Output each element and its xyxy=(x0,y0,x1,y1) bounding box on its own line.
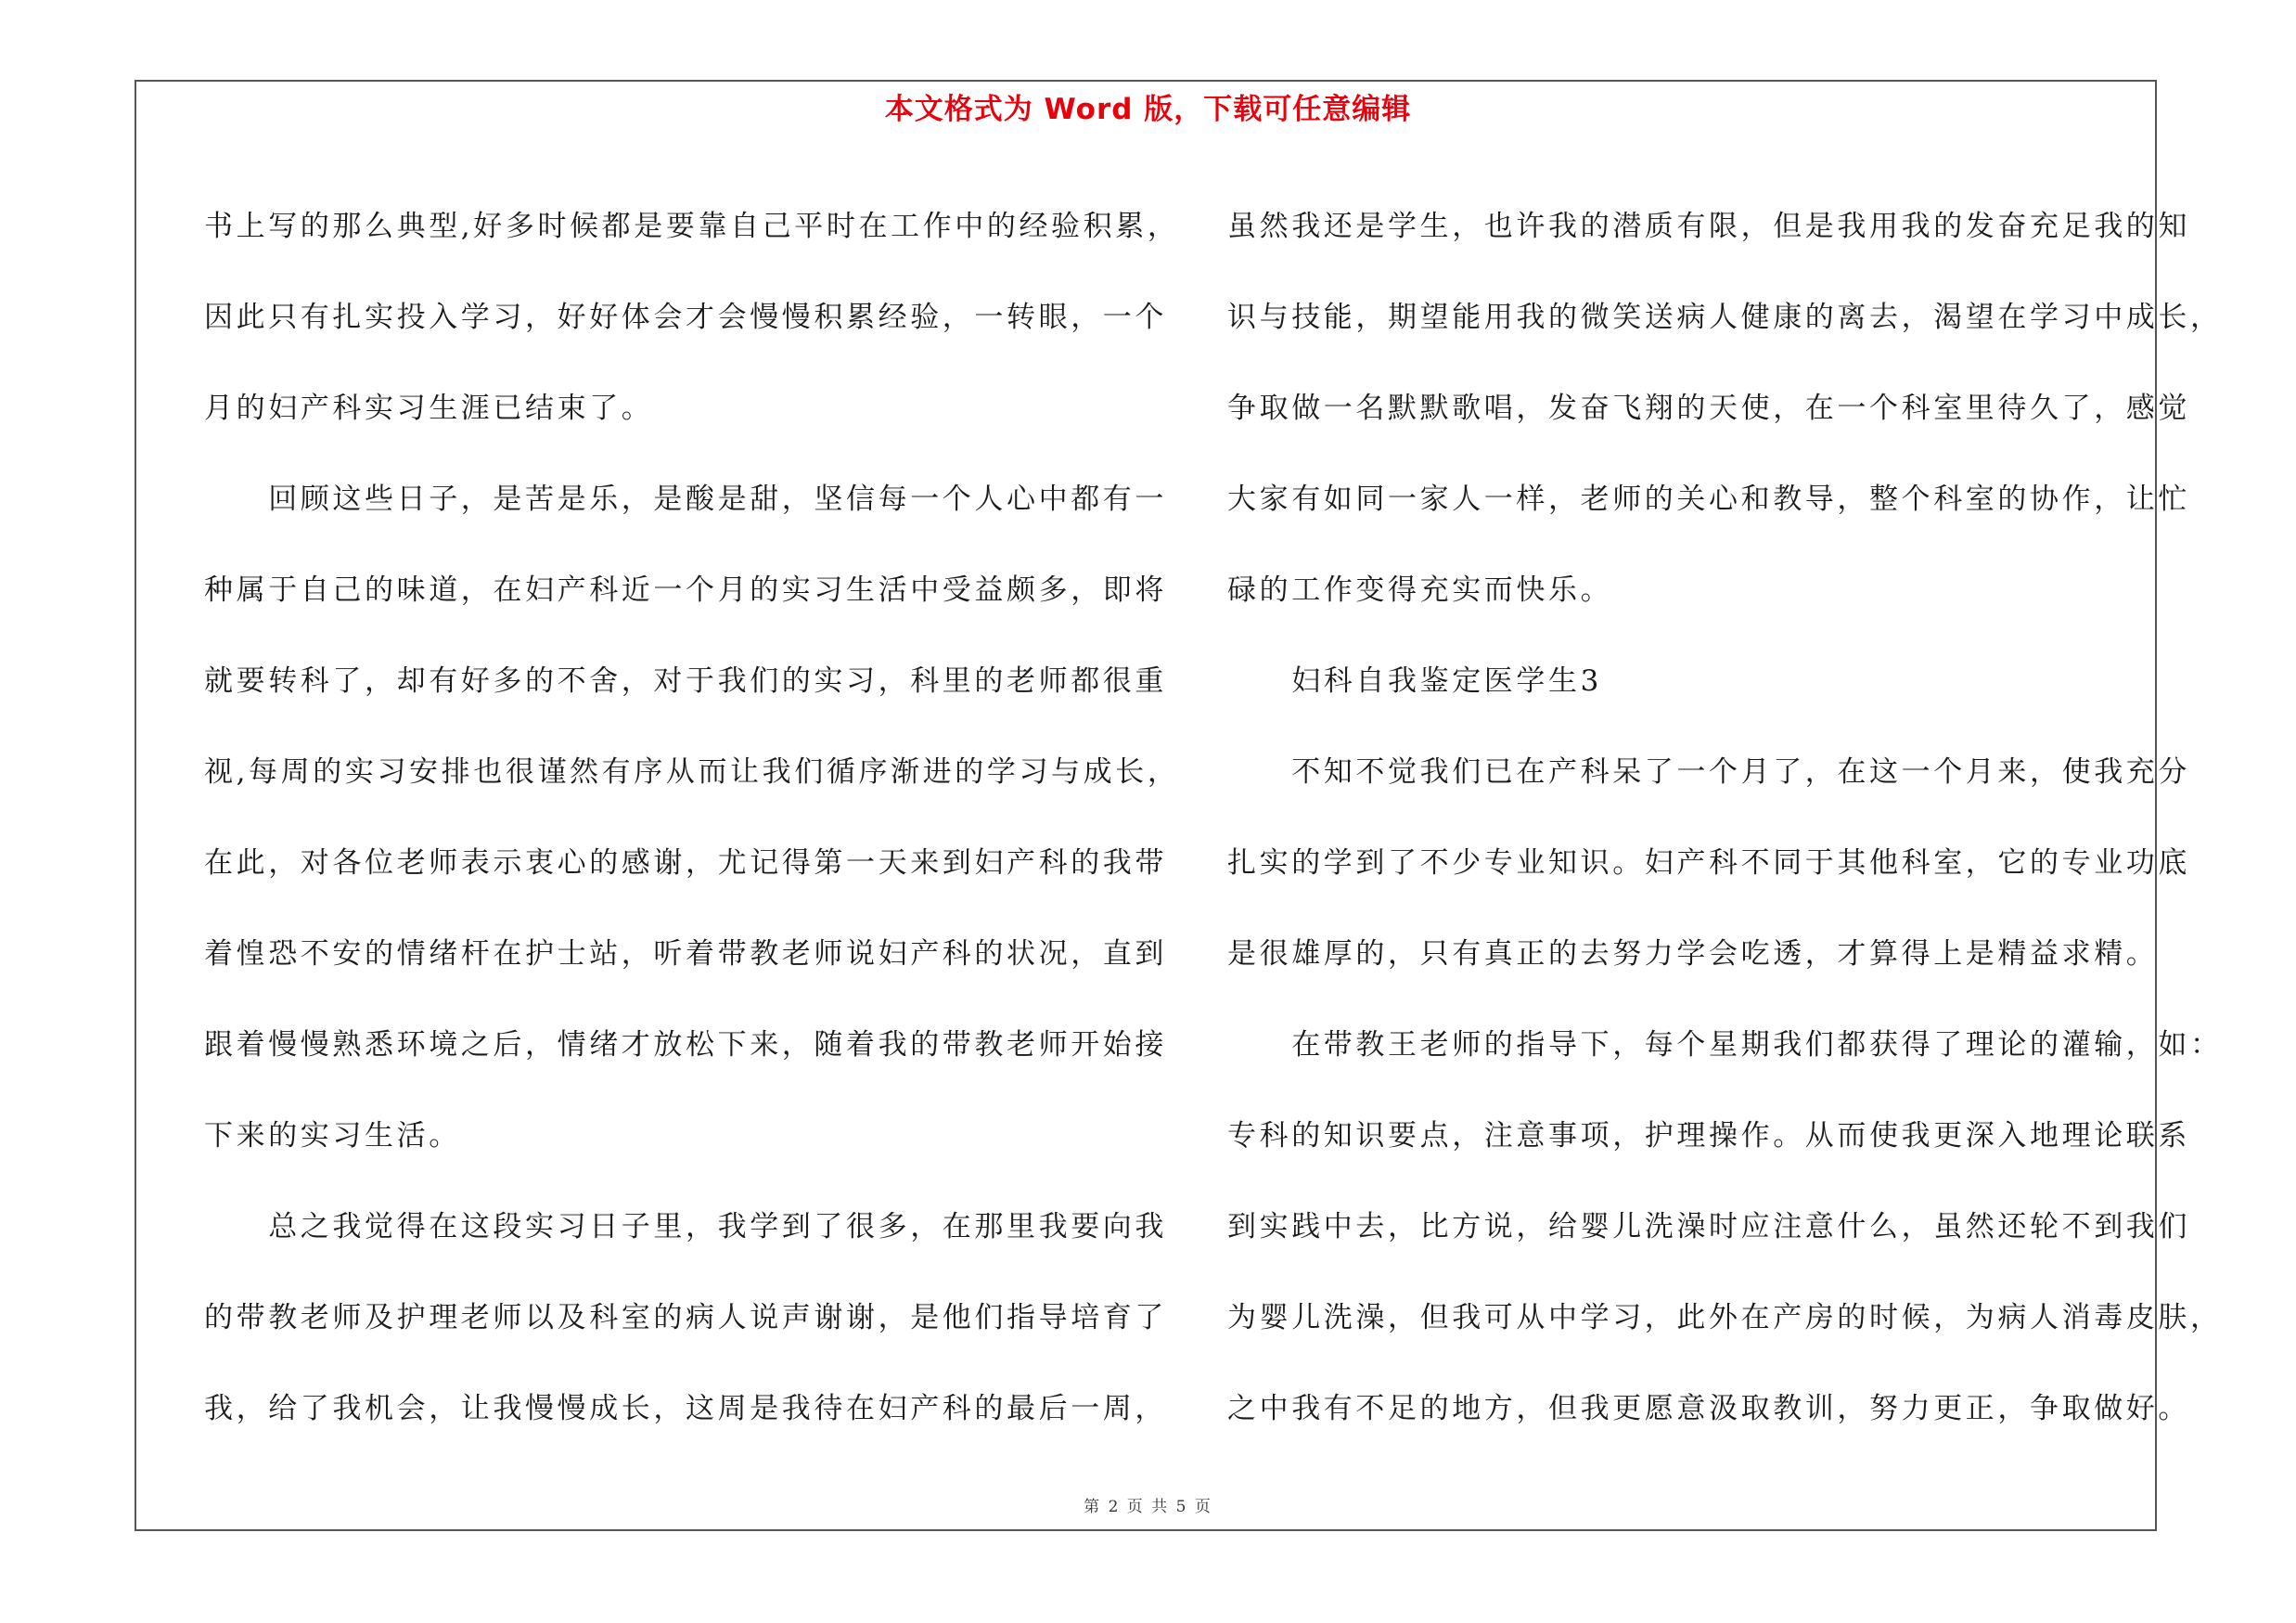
text-line: 总之我觉得在这段实习日子里，我学到了很多，在那里我要向我 xyxy=(204,1210,1167,1243)
right-text-column xyxy=(1227,181,2223,1454)
section-heading: 妇科自我鉴定医学生3 xyxy=(1227,664,1602,698)
text-line: 的带教老师及护理老师以及科室的病人说声谢谢，是他们指导培育了 xyxy=(204,1301,1167,1334)
page-number: 第 2 页 共 5 页 xyxy=(1084,1498,1212,1516)
text-line: 大家有如同一家人一样，老师的关心和教导，整个科室的协作，让忙 xyxy=(1227,483,2190,516)
text-line: 下来的实习生活。 xyxy=(204,1119,461,1153)
text-line: 我，给了我机会，让我慢慢成长，这周是我待在妇产科的最后一周， xyxy=(204,1392,1167,1425)
text-line: 到实践中去，比方说，给婴儿洗澡时应注意什么，虽然还轮不到我们 xyxy=(1227,1210,2190,1243)
text-line: 碌的工作变得充实而快乐。 xyxy=(1227,573,1613,607)
text-line: 回顾这些日子，是苦是乐，是酸是甜，坚信每一个人心中都有一 xyxy=(204,483,1167,516)
text-line: 虽然我还是学生，也许我的潜质有限，但是我用我的发奋充足我的知 xyxy=(1227,210,2190,243)
word-format-banner: 本文格式为 Word 版，下载可任意编辑 xyxy=(884,93,1412,126)
text-line: 是很雄厚的，只有真正的去努力学会吃透，才算得上是精益求精。 xyxy=(1227,937,2159,971)
text-line: 书上写的那么典型,好多时候都是要靠自己平时在工作中的经验积累， xyxy=(204,210,1180,243)
text-line: 不知不觉我们已在产科呆了一个月了，在这一个月来，使我充分 xyxy=(1227,755,2190,789)
text-line: 扎实的学到了不少专业知识。妇产科不同于其他科室，它的专业功底 xyxy=(1227,846,2190,880)
text-line: 在此，对各位老师表示衷心的感谢，尤记得第一天来到妇产科的我带 xyxy=(204,846,1167,880)
text-line: 着惶恐不安的情绪杆在护士站，听着带教老师说妇产科的状况，直到 xyxy=(204,937,1167,971)
left-text-column xyxy=(204,181,1180,1454)
text-line: 种属于自己的味道，在妇产科近一个月的实习生活中受益颇多，即将 xyxy=(204,573,1167,607)
text-line: 识与技能，期望能用我的微笑送病人健康的离去，渴望在学习中成长， xyxy=(1227,301,2223,334)
text-line: 专科的知识要点，注意事项，护理操作。从而使我更深入地理论联系 xyxy=(1227,1119,2190,1153)
text-line: 就要转科了，却有好多的不舍，对于我们的实习，科里的老师都很重 xyxy=(204,664,1167,698)
text-line: 因此只有扎实投入学习，好好体会才会慢慢积累经验，一转眼，一个 xyxy=(204,301,1167,334)
text-line: 视,每周的实习安排也很谨然有序从而让我们循序渐进的学习与成长， xyxy=(204,755,1180,789)
text-line: 在带教王老师的指导下，每个星期我们都获得了理论的灌输，如： xyxy=(1227,1028,2223,1062)
text-line: 争取做一名默默歌唱，发奋飞翔的天使，在一个科室里待久了，感觉 xyxy=(1227,392,2190,425)
text-line: 月的妇产科实习生涯已结束了。 xyxy=(204,392,654,425)
text-line: 为婴儿洗澡，但我可从中学习，此外在产房的时候，为病人消毒皮肤， xyxy=(1227,1301,2223,1334)
text-line: 跟着慢慢熟悉环境之后，情绪才放松下来，随着我的带教老师开始接 xyxy=(204,1028,1167,1062)
text-line: 之中我有不足的地方，但我更愿意汲取教训，努力更正，争取做好。 xyxy=(1227,1392,2190,1425)
